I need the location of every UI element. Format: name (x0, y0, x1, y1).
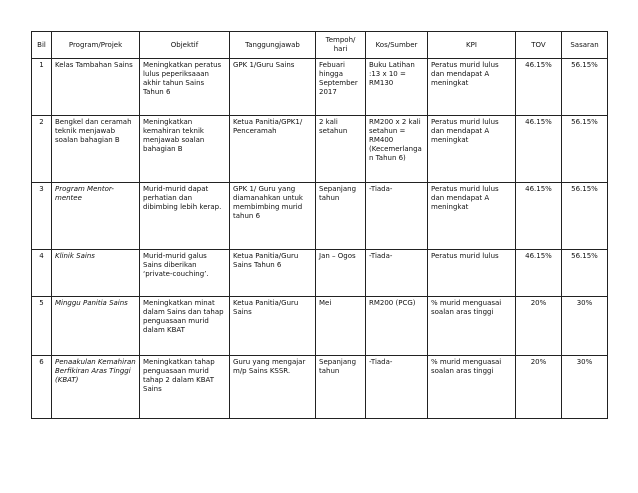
cell-program: Penaakulan Kemahiran Berfikiran Aras Tinggi (KBAT) (52, 356, 140, 419)
cell-tempoh: Sepanjang tahun (316, 183, 366, 250)
cell-kpi: % murid menguasai soalan aras tinggi (428, 356, 516, 419)
cell-sasaran: 56.15% (562, 183, 608, 250)
header-program: Program/Projek (52, 32, 140, 59)
cell-bil: 5 (32, 297, 52, 356)
cell-kpi: % murid menguasai soalan aras tinggi (428, 297, 516, 356)
cell-kpi: Peratus murid lulus dan mendapat A meningkat (428, 116, 516, 183)
table-row (32, 356, 608, 419)
cell-bil: 3 (32, 183, 52, 250)
cell-tanggungjawab: GPK 1/Guru Sains (230, 59, 316, 116)
cell-sasaran: 56.15% (562, 59, 608, 116)
cell-program: Bengkel dan ceramah teknik menjawab soalan bahagian B (52, 116, 140, 183)
cell-tanggungjawab: Guru yang mengajar m/p Sains KSSR. (230, 356, 316, 419)
header-bil: Bil (32, 32, 52, 59)
cell-tov: 46.15% (516, 59, 562, 116)
cell-program: Klinik Sains (52, 250, 140, 297)
cell-tanggungjawab: GPK 1/ Guru yang diamanahkan untuk membimbing murid tahun 6 (230, 183, 316, 250)
cell-tanggungjawab: Ketua Panitia/GPK1/ Penceramah (230, 116, 316, 183)
cell-tempoh: Mei (316, 297, 366, 356)
cell-tempoh: 2 kali setahun (316, 116, 366, 183)
cell-sasaran: 30% (562, 356, 608, 419)
cell-sasaran: 30% (562, 297, 608, 356)
table-row (32, 250, 608, 297)
header-kpi: KPI (428, 32, 516, 59)
cell-kos: -Tiada- (366, 183, 428, 250)
cell-tempoh: Jan – Ogos (316, 250, 366, 297)
header-sasaran: Sasaran (562, 32, 608, 59)
cell-tempoh: Sepanjang tahun (316, 356, 366, 419)
table-row (32, 59, 608, 116)
cell-tov: 46.15% (516, 183, 562, 250)
header-objektif: Objektif (140, 32, 230, 59)
table-row (32, 183, 608, 250)
cell-objektif: Meningkatkan peratus lulus peperiksaaan akhir tahun Sains Tahun 6 (140, 59, 230, 116)
cell-sasaran: 56.15% (562, 250, 608, 297)
header-kos: Kos/Sumber (366, 32, 428, 59)
cell-objektif: Murid-murid dapat perhatian dan dibimbing lebih kerap. (140, 183, 230, 250)
cell-tov: 20% (516, 356, 562, 419)
table-row (32, 116, 608, 183)
cell-tanggungjawab: Ketua Panitia/Guru Sains (230, 297, 316, 356)
cell-kos: RM200 (PCG) (366, 297, 428, 356)
cell-kpi: Peratus murid lulus dan mendapat A meningkat (428, 59, 516, 116)
header-tempoh: Tempoh/ hari (316, 32, 366, 59)
table-row (32, 297, 608, 356)
cell-kpi: Peratus murid lulus dan mendapat A meningkat (428, 183, 516, 250)
cell-tov: 46.15% (516, 116, 562, 183)
header-tov: TOV (516, 32, 562, 59)
cell-tanggungjawab: Ketua Panitia/Guru Sains Tahun 6 (230, 250, 316, 297)
header-tanggungjawab: Tanggungjawab (230, 32, 316, 59)
cell-kos: -Tiada- (366, 250, 428, 297)
cell-sasaran: 56.15% (562, 116, 608, 183)
program-table (31, 31, 608, 419)
cell-tov: 46.15% (516, 250, 562, 297)
cell-tempoh: Febuari hingga September 2017 (316, 59, 366, 116)
cell-objektif: Meningkatkan kemahiran teknik menjawab soalan bahagian B (140, 116, 230, 183)
header-row (32, 32, 608, 59)
cell-kpi: Peratus murid lulus (428, 250, 516, 297)
cell-kos: RM200 x 2 kali setahun = RM400 (Kecemerlanga n Tahun 6) (366, 116, 428, 183)
cell-program: Program Mentor-mentee (52, 183, 140, 250)
cell-objektif: Meningkatkan minat dalam Sains dan tahap penguasaan murid dalam KBAT (140, 297, 230, 356)
cell-bil: 6 (32, 356, 52, 419)
cell-bil: 1 (32, 59, 52, 116)
cell-program: Kelas Tambahan Sains (52, 59, 140, 116)
cell-tov: 20% (516, 297, 562, 356)
cell-bil: 2 (32, 116, 52, 183)
cell-objektif: Murid-murid galus Sains diberikan ‘private-couching’. (140, 250, 230, 297)
cell-bil: 4 (32, 250, 52, 297)
cell-kos: Buku Latihan :13 x 10 = RM130 (366, 59, 428, 116)
cell-kos: -Tiada- (366, 356, 428, 419)
cell-objektif: Meningkatkan tahap penguasaan murid tahap 2 dalam KBAT Sains (140, 356, 230, 419)
cell-program: Minggu Panitia Sains (52, 297, 140, 356)
